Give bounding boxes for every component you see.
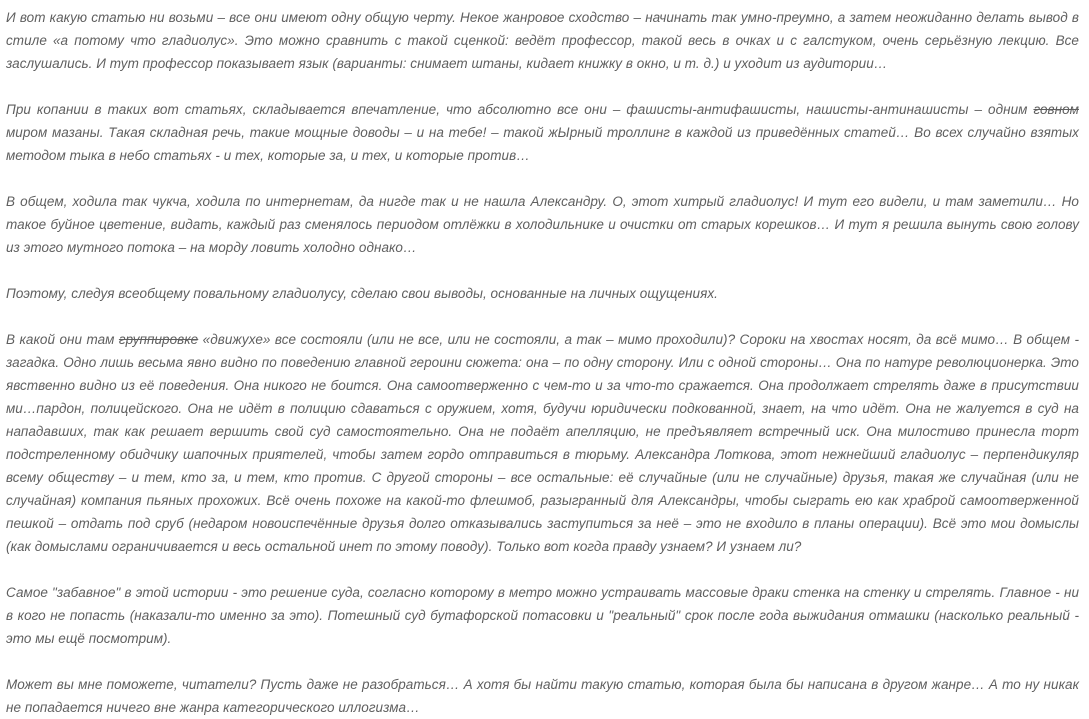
paragraph-analysis	[6, 328, 1079, 558]
strikethrough-word: группировке	[118, 332, 199, 347]
paragraph-impression	[6, 98, 1079, 167]
paragraph-analysis-text-start: В какой они там	[6, 332, 119, 347]
paragraph-search	[6, 190, 1079, 259]
paragraph-intro	[6, 6, 1079, 75]
paragraph-court	[6, 581, 1079, 650]
paragraph-conclusion-intro	[6, 282, 1079, 305]
paragraph-intro-text: И вот какую статью ни возьми – все они имеют одну общую черту. Некое жанровое сходство – начинать так умно-преумно, а затем неожиданно делать вывод в стиле «а потому что гладиолус». Это можно сравнить с такой сценкой: ведёт профессор, такой весь в очках и с галстуком, очень серьёзную лекцию. Все заслушались. И тут профессор показывает язык (варианты: снимает штаны, кидает книжку в окно, и т. д.) и уходит из аудитории…	[6, 10, 1079, 71]
paragraph-impression-text-start: При копании в таких вот статьях, складывается впечатление, что абсолютно все они – фашисты-антифашисты, нашисты-антинашисты – одним	[6, 102, 1034, 117]
paragraph-court-text: Самое "забавное" в этой истории - это решение суда, согласно которому в метро можно устраивать массовые драки стенка на стенку и стрелять. Главное - ни в кого не попасть (наказали-то именно за это). Потешный суд бутафорской потасовки и "реальный" срок после года выжидания отмашки (насколько реальный - это мы ещё посмотрим).	[6, 585, 1079, 646]
paragraph-appeal	[6, 673, 1079, 719]
strikethrough-word: говном	[1033, 102, 1079, 117]
paragraph-conclusion-intro-text: Поэтому, следуя всеобщему повальному гладиолусу, сделаю свои выводы, основанные на личных ощущениях.	[6, 286, 718, 301]
paragraph-search-text: В общем, ходила так чукча, ходила по интернетам, да нигде так и не нашла Александру. О, этот хитрый гладиолус! И тут его видели, и там заметили… Но такое буйное цветение, видать, каждый раз сменялось периодом отлёжки в холодильнике и очистки от старых корешков… И тут я решила вынуть свою голову из этого мутного потока – на морду ловить холодно однако…	[6, 194, 1079, 255]
paragraph-analysis-text-end: «движухе» все состояли (или не все, или не состояли, а так – мимо проходили)? Сороки на хвостах носят, да всё мимо… В общем - загадка. Одно лишь весьма явно видно по поведению главной героини сюжета: она – по одну сторону. Или с одной стороны… Она по натуре революционерка. Это явственно видно из её поведения. Она никого не боится. Она самоотверженно с чем-то и за что-то сражается. Она продолжает стрелять даже в присутствии ми…пардон, полицейского. Она не идёт в полицию сдаваться с оружием, хотя, будучи юридически подкованной, знает, на что идёт. Она не жалуется в суд на нападавших, так как решает вершить свой суд самостоятельно. Она не подаёт апелляцию, не предъявляет встречный иск. Она милостиво принесла торт подстреленному обидчику шапочных приятелей, чтобы затем гордо отправиться в тюрьму. Александра Лоткова, этот нежнейший гладиолус – перпендикуляр всему обществу – и тем, кто за, и тем, кто против. С другой стороны – все остальные: её случайные (или не случайные) друзья, такая же случайная (или не случайная) компания пьяных прохожих. Всё очень похоже на какой-то флешмоб, разыгранный для Александры, чтобы сыграть ею как храброй самоотверженной пешкой – отдать под сруб (недаром новоиспечённые друзья долго отказывались заступиться за неё – это не входило в планы операции). Всё это мои домыслы (как домыслами ограничивается и весь остальной инет по этому поводу). Только вот когда правду узнаем? И узнаем ли?	[6, 332, 1079, 554]
paragraph-impression-text-end: миром мазаны. Такая складная речь, такие мощные доводы – и на тебе! – такой жЫрный троллинг в каждой из приведённых статей… Во всех случайно взятых методом тыка в небо статьях - и тех, которые за, и тех, и которые против…	[6, 125, 1079, 163]
paragraph-appeal-text: Может вы мне поможете, читатели? Пусть даже не разобраться… А хотя бы найти такую статью, которая была бы написана в другом жанре… А то ну никак не попадается ничего вне жанра категорического иллогизма…	[6, 677, 1079, 715]
